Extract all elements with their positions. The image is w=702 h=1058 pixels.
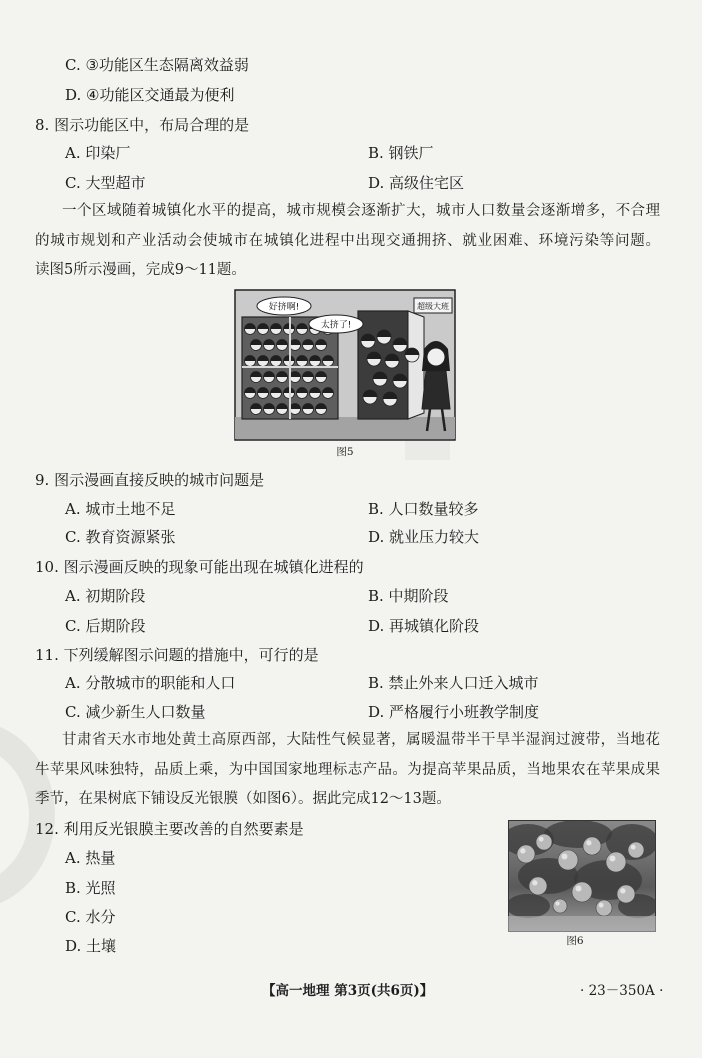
material2-line: 季节，在果树底下铺设反光银膜（如图6）。据此完成12～13题。: [35, 791, 451, 807]
q11-option-d: D. 严格履行小班教学制度: [368, 703, 540, 721]
q9-stem: 9. 图示漫画直接反映的城市问题是: [35, 471, 265, 489]
apple-highlight: [620, 888, 625, 893]
apple: [536, 834, 552, 850]
speech-bubble-text-1: 好挤啊!: [268, 302, 300, 313]
q10-option-b: B. 中期阶段: [368, 587, 449, 605]
figure5-caption: 图5: [336, 446, 354, 458]
q12-option-c: C. 水分: [65, 908, 116, 926]
material1-line: 一个区域随着城镇化水平的提高，城市规模会逐渐扩大，城市人口数量会逐渐增多，不合理: [62, 203, 660, 219]
q11-stem: 11. 下列缓解图示问题的措施中，可行的是: [35, 646, 319, 664]
apple-highlight: [610, 856, 616, 862]
q7-option-c: C. ③功能区生态隔离效益弱: [65, 56, 249, 74]
apple: [583, 837, 601, 855]
material1-line: 的城市规划和产业活动会使城市在城镇化进程中出现交通拥挤、就业困难、环境污染等问题。: [35, 233, 660, 249]
q12-stem: 12. 利用反光银膜主要改善的自然要素是: [35, 820, 304, 838]
q11-option-a: A. 分散城市的职能和人口: [65, 674, 236, 692]
apple-highlight: [539, 837, 544, 842]
q8-option-d: D. 高级住宅区: [368, 174, 465, 192]
q9-option-d: D. 就业压力较大: [368, 528, 480, 546]
apple-highlight: [599, 903, 604, 908]
cartoon-floor: [235, 417, 455, 439]
q10-option-c: C. 后期阶段: [65, 617, 146, 635]
scan-shadow: [0, 720, 55, 910]
leaf-cluster: [544, 820, 612, 848]
q9-option-c: C. 教育资源紧张: [65, 528, 176, 546]
apple-highlight: [576, 886, 582, 892]
apple: [596, 900, 612, 916]
q10-option-a: A. 初期阶段: [65, 587, 146, 605]
apple: [517, 845, 535, 863]
apple: [606, 852, 626, 872]
reflective-silver-film: [508, 916, 656, 932]
open-door-panel: [408, 311, 424, 419]
material2-line: 甘肃省天水市地处黄土高原西部，大陆性气候显著，属暖温带半干旱半湿润过渡带，当地花: [62, 732, 660, 748]
apple: [553, 899, 567, 913]
apple: [628, 842, 644, 858]
q12-option-d: D. 土壤: [65, 937, 117, 955]
apple-highlight: [562, 854, 568, 860]
apple-highlight: [631, 845, 636, 850]
speech-bubble-text-2: 太挤了!: [320, 320, 352, 331]
class-sign-text: 超级大班: [417, 302, 449, 311]
apple-highlight: [520, 848, 525, 853]
q8-option-b: B. 钢铁厂: [368, 144, 434, 162]
q11-option-b: B. 禁止外来人口迁入城市: [368, 674, 539, 692]
material2-line: 牛苹果风味独特，品质上乘，为中国国家地理标志产品。为提高苹果品质，当地果农在苹果成果: [35, 762, 660, 778]
footer-title: 【高一地理 第3页(共6页)】: [262, 983, 434, 999]
apple-highlight: [555, 901, 559, 905]
q7-option-d: D. ④功能区交通最为便利: [65, 86, 235, 104]
material1-line: 读图5所示漫画，完成9～11题。: [35, 262, 246, 278]
q9-option-b: B. 人口数量较多: [368, 500, 479, 518]
q8-stem: 8. 图示功能区中，布局合理的是: [35, 116, 250, 134]
apple: [558, 850, 578, 870]
apple-highlight: [532, 880, 537, 885]
q8-option-a: A. 印染厂: [65, 144, 131, 162]
apple: [572, 882, 592, 902]
figure6-caption: 图6: [566, 935, 584, 947]
q12-option-a: A. 热量: [65, 849, 116, 867]
q9-option-a: A. 城市土地不足: [65, 500, 176, 518]
apple: [529, 877, 547, 895]
apple-highlight: [586, 840, 591, 845]
figure6-apple-orchard-photo: [508, 820, 656, 932]
q11-option-c: C. 减少新生人口数量: [65, 703, 206, 721]
q8-option-c: C. 大型超市: [65, 174, 146, 192]
figure5-cartoon: [234, 289, 456, 441]
q10-option-d: D. 再城镇化阶段: [368, 617, 480, 635]
leaf-cluster: [508, 894, 550, 918]
q12-option-b: B. 光照: [65, 879, 116, 897]
apple: [617, 885, 635, 903]
q10-stem: 10. 图示漫画反映的现象可能出现在城镇化进程的: [35, 558, 364, 576]
footer-code: · 23－350A ·: [580, 983, 664, 999]
